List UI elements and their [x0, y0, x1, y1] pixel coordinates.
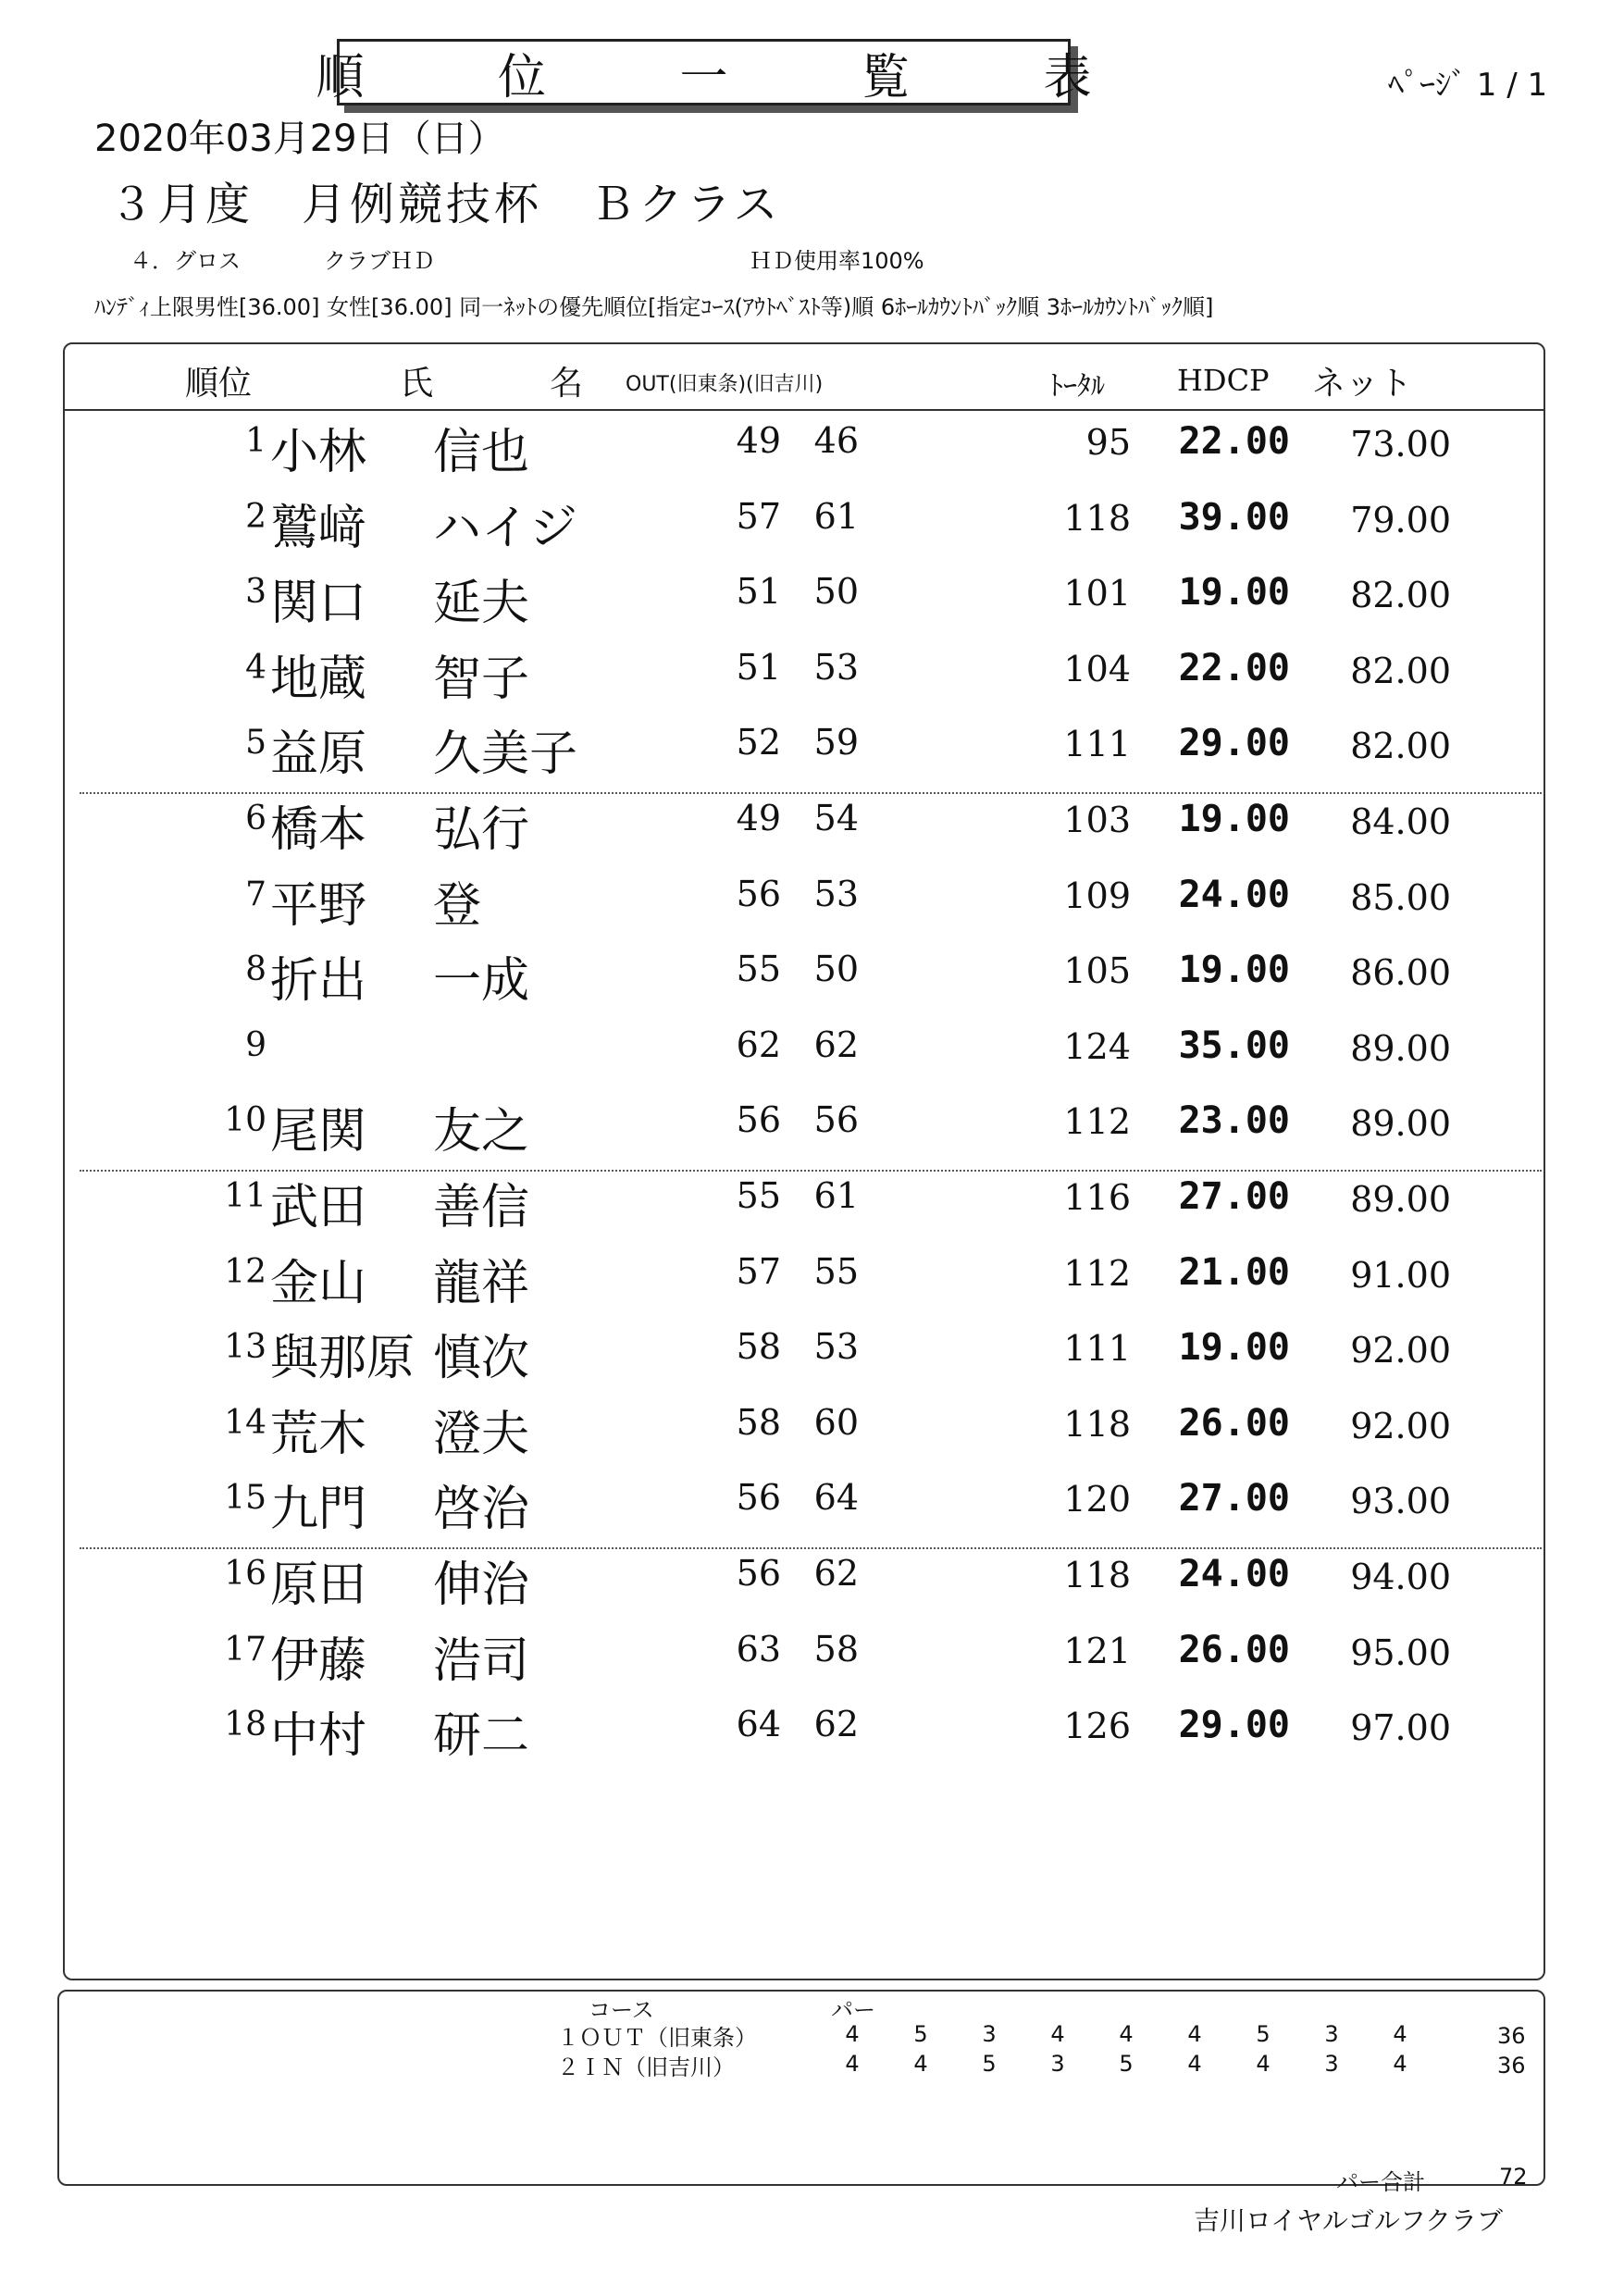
total-score: 111 [1063, 1328, 1131, 1370]
rank: 12 [224, 1252, 267, 1291]
out-score: 49 [736, 420, 781, 461]
table-row [0, 1319, 1624, 1395]
in-score: 62 [813, 1704, 859, 1745]
header-rank: 順位 [185, 365, 253, 403]
net-score: 93.00 [1350, 1481, 1451, 1522]
hole-par: 5 [1119, 2051, 1134, 2077]
player-given-name: 久美子 [433, 726, 578, 783]
handicap: 27.00 [1178, 1175, 1290, 1218]
player-given-name: 龍祥 [433, 1255, 530, 1311]
handicap: 29.00 [1178, 1704, 1290, 1747]
group-divider [80, 1170, 1542, 1172]
player-surname: 関口 [270, 576, 367, 632]
course-name: ２ＩＮ（旧吉川） [557, 2054, 735, 2080]
total-score: 105 [1063, 950, 1131, 992]
out-score: 57 [736, 1250, 781, 1292]
rank: 13 [224, 1328, 267, 1367]
handicap: 26.00 [1178, 1628, 1290, 1671]
total-score: 111 [1063, 724, 1131, 765]
handicap: 26.00 [1178, 1401, 1290, 1445]
handicap: 19.00 [1178, 571, 1290, 614]
calc-method: ４．グロス [130, 248, 241, 274]
hd-rate: ＨＤ使用率100% [750, 248, 924, 274]
hole-par: 3 [1324, 2051, 1339, 2077]
hole-par: 5 [1256, 2021, 1271, 2047]
table-row [0, 790, 1624, 866]
page-title: 順 位 一 覧 表 [316, 49, 1151, 105]
header-divider [65, 409, 1543, 411]
table-row [0, 1470, 1624, 1545]
total-score: 126 [1063, 1706, 1131, 1747]
player-given-name: 延夫 [433, 576, 530, 632]
player-surname: 伊藤 [270, 1632, 367, 1689]
net-score: 92.00 [1350, 1330, 1451, 1371]
player-surname: 鷲﨑 [270, 500, 367, 556]
course-par-total: 36 [1497, 2023, 1526, 2049]
handicap: 19.00 [1178, 949, 1290, 992]
player-surname: 橋本 [270, 802, 367, 858]
total-score: 118 [1063, 1555, 1131, 1595]
player-given-name: 友之 [433, 1104, 530, 1160]
player-given-name: 智子 [433, 651, 530, 707]
player-surname: 地蔵 [270, 651, 367, 707]
table-row [0, 1395, 1624, 1471]
player-given-name: 研二 [433, 1708, 530, 1765]
player-surname: 折出 [270, 953, 367, 1010]
rank: 4 [245, 648, 267, 687]
rank: 10 [224, 1101, 267, 1140]
player-given-name: 澄夫 [433, 1406, 530, 1462]
handicap-rules: ﾊﾝﾃﾞｨ上限男性[36.00] 女性[36.00] 同一ﾈｯﾄの優先順位[指定ｺｰｽ(ｱｳﾄﾍﾞｽﾄ等)順 6ﾎｰﾙｶｳﾝﾄﾊﾞｯｸ順 3ﾎｰﾙｶｳﾝﾄﾊﾞｯｸ順] [94, 294, 1214, 320]
rank: 14 [224, 1403, 267, 1442]
table-row [0, 1092, 1624, 1168]
in-score: 60 [813, 1401, 859, 1443]
table-row [0, 1017, 1624, 1093]
hole-par: 3 [1324, 2021, 1339, 2047]
in-score: 58 [813, 1628, 859, 1669]
header-total: ﾄｰﾀﾙ [1049, 370, 1105, 403]
total-score: 124 [1063, 1025, 1131, 1067]
handicap: 24.00 [1178, 873, 1290, 916]
rank: 5 [245, 724, 267, 763]
header-name-1: 氏 [400, 365, 434, 403]
rank: 15 [224, 1479, 267, 1518]
out-score: 57 [736, 495, 781, 537]
total-score: 121 [1063, 1630, 1131, 1671]
rank: 17 [224, 1630, 267, 1669]
table-row [0, 1696, 1624, 1772]
total-score: 112 [1063, 1252, 1131, 1294]
hd-type: クラブＨＤ [324, 248, 435, 274]
total-score: 109 [1063, 875, 1131, 916]
course-label: コース [589, 1997, 654, 2023]
net-score: 82.00 [1350, 650, 1451, 691]
net-score: 94.00 [1350, 1557, 1451, 1597]
player-surname: 金山 [270, 1255, 367, 1311]
player-given-name: 啓治 [433, 1482, 530, 1538]
out-score: 55 [736, 949, 781, 990]
net-score: 91.00 [1350, 1254, 1451, 1296]
rank: 9 [245, 1025, 267, 1064]
player-surname: 荒木 [270, 1406, 367, 1462]
player-surname: 與那原 [270, 1331, 415, 1387]
player-surname: 益原 [270, 726, 367, 783]
in-score: 50 [813, 571, 859, 613]
out-score: 55 [736, 1175, 781, 1216]
in-score: 64 [813, 1477, 859, 1519]
table-row [0, 714, 1624, 790]
course-name: １ＯＵＴ（旧東条） [557, 2025, 757, 2051]
table-row [0, 564, 1624, 639]
total-score: 112 [1063, 1101, 1131, 1143]
handicap: 39.00 [1178, 495, 1290, 539]
rank: 8 [245, 950, 267, 989]
par-total-value: 72 [1499, 2164, 1528, 2190]
net-score: 85.00 [1350, 876, 1451, 918]
net-score: 73.00 [1350, 424, 1451, 465]
header-name-2: 名 [550, 365, 584, 403]
in-score: 46 [813, 420, 859, 461]
player-given-name: 慎次 [433, 1331, 530, 1387]
player-surname: 中村 [270, 1708, 367, 1765]
par-table [57, 1990, 1545, 2186]
in-score: 54 [813, 798, 859, 838]
table-row [0, 489, 1624, 565]
total-score: 118 [1063, 497, 1131, 539]
group-divider [80, 792, 1542, 794]
in-score: 62 [813, 1024, 859, 1065]
handicap: 24.00 [1178, 1553, 1290, 1595]
net-score: 79.00 [1350, 499, 1451, 540]
group-divider [80, 1547, 1542, 1549]
player-given-name: ハイジ [433, 500, 578, 556]
in-score: 50 [813, 949, 859, 990]
in-score: 53 [813, 873, 859, 914]
hole-par: 4 [1050, 2021, 1065, 2047]
hole-par: 5 [982, 2051, 997, 2077]
rank: 18 [224, 1706, 267, 1744]
in-score: 56 [813, 1099, 859, 1141]
rank: 7 [245, 875, 267, 913]
rank: 1 [245, 422, 267, 460]
player-surname: 小林 [270, 425, 367, 480]
handicap: 22.00 [1178, 646, 1290, 689]
in-score: 55 [813, 1250, 859, 1292]
total-score: 104 [1063, 648, 1131, 689]
out-score: 56 [736, 1477, 781, 1519]
net-score: 82.00 [1350, 575, 1451, 616]
competition-date: 2020年03月29日（日） [94, 118, 505, 160]
out-score: 64 [736, 1704, 781, 1745]
handicap: 29.00 [1178, 722, 1290, 765]
table-row [0, 413, 1624, 489]
hole-par: 3 [1050, 2051, 1065, 2077]
total-score: 101 [1063, 573, 1131, 614]
handicap: 22.00 [1178, 420, 1290, 463]
out-score: 56 [736, 1099, 781, 1141]
out-score: 63 [736, 1628, 781, 1669]
out-score: 62 [736, 1024, 781, 1065]
net-score: 84.00 [1350, 801, 1451, 842]
player-given-name: 善信 [433, 1180, 530, 1235]
player-given-name: 伸治 [433, 1558, 530, 1613]
net-score: 86.00 [1350, 952, 1451, 994]
par-label: パー [831, 1997, 875, 2023]
hole-par: 4 [1187, 2021, 1202, 2047]
club-name: 吉川ロイヤルゴルフクラブ [1194, 2205, 1504, 2236]
header-hdcp: HDCP [1177, 363, 1270, 398]
hole-par: 4 [845, 2021, 860, 2047]
net-score: 89.00 [1350, 1103, 1451, 1145]
handicap: 23.00 [1178, 1099, 1290, 1143]
out-score: 56 [736, 1553, 781, 1594]
hole-par: 4 [1187, 2051, 1202, 2077]
table-row [0, 1168, 1624, 1244]
competition-title: ３月度 月例競技杯 Ｂクラス [109, 179, 782, 230]
table-row [0, 941, 1624, 1017]
net-score: 92.00 [1350, 1405, 1451, 1446]
handicap: 19.00 [1178, 1326, 1290, 1370]
net-score: 97.00 [1350, 1707, 1451, 1749]
player-surname: 原田 [270, 1558, 367, 1613]
handicap: 21.00 [1178, 1250, 1290, 1294]
hole-par: 4 [1393, 2051, 1407, 2077]
player-given-name: 弘行 [433, 802, 530, 858]
out-score: 52 [736, 722, 781, 763]
in-score: 61 [813, 495, 859, 537]
in-score: 53 [813, 1326, 859, 1368]
table-row [0, 1545, 1624, 1621]
hole-par: 4 [1393, 2021, 1407, 2047]
rank: 6 [245, 800, 267, 838]
hole-par: 4 [1256, 2051, 1271, 2077]
hole-par: 3 [982, 2021, 997, 2047]
net-score: 89.00 [1350, 1027, 1451, 1069]
net-score: 82.00 [1350, 726, 1451, 767]
page-number: ﾍﾟｰｼﾞ 1 / 1 [1388, 67, 1548, 104]
header-out-in: OUT(旧東条)(旧吉川) [626, 373, 824, 396]
hole-par: 4 [845, 2051, 860, 2077]
player-surname: 九門 [270, 1482, 367, 1538]
rank: 16 [224, 1555, 267, 1593]
total-score: 116 [1063, 1177, 1131, 1218]
handicap: 19.00 [1178, 798, 1290, 840]
player-surname: 武田 [270, 1180, 367, 1235]
out-score: 56 [736, 873, 781, 914]
out-score: 58 [736, 1326, 781, 1368]
player-given-name: 登 [433, 877, 482, 934]
in-score: 59 [813, 722, 859, 763]
out-score: 51 [736, 646, 781, 688]
hole-par: 5 [913, 2021, 928, 2047]
rank: 2 [245, 497, 267, 536]
player-surname: 平野 [270, 877, 367, 934]
table-row [0, 639, 1624, 715]
handicap: 35.00 [1178, 1024, 1290, 1067]
out-score: 49 [736, 798, 781, 838]
player-given-name: 浩司 [433, 1632, 530, 1689]
hole-par: 4 [913, 2051, 928, 2077]
total-score: 95 [1085, 422, 1131, 463]
net-score: 95.00 [1350, 1632, 1451, 1673]
course-par-total: 36 [1497, 2053, 1526, 2079]
title-box [316, 39, 1151, 105]
rank: 3 [245, 573, 267, 612]
player-given-name: 信也 [433, 425, 530, 480]
player-surname: 尾関 [270, 1104, 367, 1160]
total-score: 120 [1063, 1479, 1131, 1520]
table-row [0, 1244, 1624, 1320]
table-row [0, 1621, 1624, 1697]
out-score: 58 [736, 1401, 781, 1443]
hole-par: 4 [1119, 2021, 1134, 2047]
par-total-label: パー合計 [1336, 2169, 1425, 2195]
in-score: 53 [813, 646, 859, 688]
total-score: 103 [1063, 800, 1131, 840]
out-score: 51 [736, 571, 781, 613]
player-given-name: 一成 [433, 953, 530, 1010]
table-row [0, 866, 1624, 942]
in-score: 62 [813, 1553, 859, 1594]
net-score: 89.00 [1350, 1179, 1451, 1220]
handicap: 27.00 [1178, 1477, 1290, 1520]
header-net: ネット [1312, 365, 1413, 403]
total-score: 118 [1063, 1403, 1131, 1445]
rank: 11 [224, 1177, 267, 1215]
in-score: 61 [813, 1175, 859, 1216]
